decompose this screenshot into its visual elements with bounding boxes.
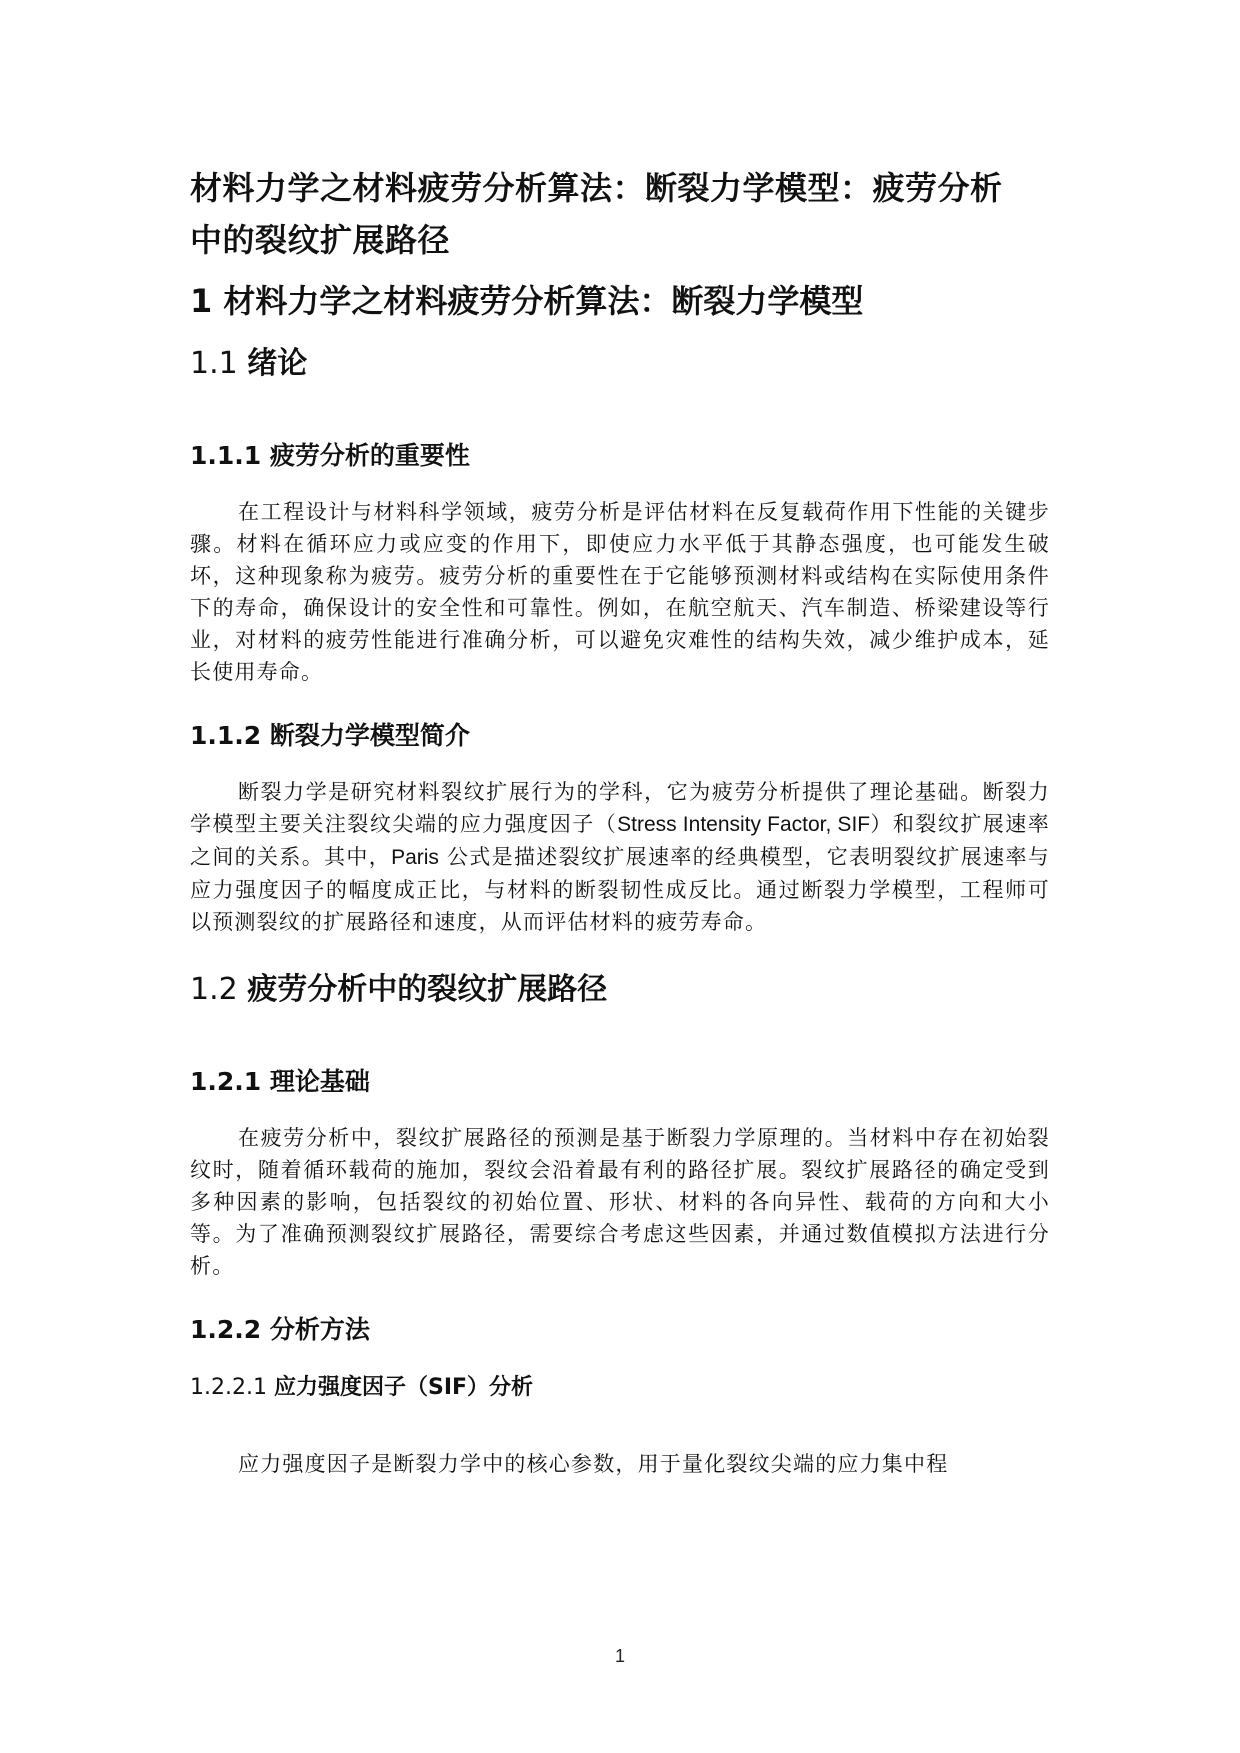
paragraph-latin-term: Stress Intensity Factor, SIF xyxy=(617,813,871,836)
section-1-1-2-paragraph xyxy=(190,776,1050,938)
section-1-2-1-paragraph: 在疲劳分析中，裂纹扩展路径的预测是基于断裂力学原理的。当材料中存在初始裂纹时，随着循环载荷的施加，裂纹会沿着最有利的路径扩展。裂纹扩展路径的确定受到多种因素的影响，包括裂纹的初始位置、形状、材料的各向异性、载荷的方向和大小等。为了准确预测裂纹扩展路径，需要综合考虑这些因素，并通过数值模拟方法进行分析。 xyxy=(190,1126,1050,1278)
paragraph-segment: 公式是描述裂纹扩展速率的经典模型，它表明裂纹扩展速率与应力强度因子的幅度成正比，与材料的断裂韧性成反比。通过断裂力学模型，工程师可以预测裂纹的扩展路径和速度，从而评估材料的疲劳寿命。 xyxy=(190,845,1050,934)
section-1-text: 材料力学之材料疲劳分析算法：断裂力学模型 xyxy=(223,282,864,320)
section-1-1-1-heading: 1.1.1 疲劳分析的重要性 xyxy=(190,441,470,470)
section-1-2-2-1-paragraph: 应力强度因子是断裂力学中的核心参数，用于量化裂纹尖端的应力集中程 xyxy=(238,1452,949,1476)
section-1-1-number: 1.1 xyxy=(190,346,238,381)
paragraph-latin-term: Paris xyxy=(391,846,439,869)
section-1-2-number: 1.2 xyxy=(190,972,238,1007)
section-1-1-1-paragraph: 在工程设计与材料科学领域，疲劳分析是评估材料在反复载荷作用下性能的关键步骤。材料在循环应力或应变的作用下，即使应力水平低于其静态强度，也可能发生破坏，这种现象称为疲劳。疲劳分析的重要性在于它能够预测材料或结构在实际使用条件下的寿命，确保设计的安全性和可靠性。例如，在航空航天、汽车制造、桥梁建设等行业，对材料的疲劳性能进行准确分析，可以避免灾难性的结构失效，减少维护成本，延长使用寿命。 xyxy=(190,500,1050,684)
document-content xyxy=(190,162,1050,1508)
section-1-number: 1 xyxy=(190,282,213,320)
section-1-2-2-1-text: 应力强度因子（SIF）分析 xyxy=(273,1375,534,1400)
document-title-line-2: 中的裂纹扩展路径 xyxy=(190,221,451,259)
section-1-2-2-heading: 1.2.2 分析方法 xyxy=(190,1315,370,1344)
section-1-2-heading xyxy=(190,966,1050,1014)
section-1-1-2-heading: 1.1.2 断裂力学模型简介 xyxy=(190,721,470,750)
section-1-1-heading xyxy=(190,340,1050,388)
section-1-1-text: 绪论 xyxy=(247,346,308,381)
page-number: 1 xyxy=(614,1646,625,1666)
document-title-line-1: 材料力学之材料疲劳分析算法：断裂力学模型：疲劳分析 xyxy=(190,169,1003,207)
section-1-heading xyxy=(190,276,1050,326)
paragraph-segment: 断裂力学是研究材料裂纹扩展行为的学科，它为疲劳分析提供了理论基础。断裂力学模型主要关注裂纹尖端的应力强度因子（ xyxy=(190,780,1050,836)
document-title xyxy=(190,162,1050,266)
section-1-2-2-1-number: 1.2.2.1 xyxy=(190,1375,267,1400)
section-1-2-text: 疲劳分析中的裂纹扩展路径 xyxy=(247,972,608,1007)
paragraph-segment: ）和裂纹扩展速率之间的关系。其中， xyxy=(190,812,1050,869)
section-1-2-2-1-heading xyxy=(190,1370,1050,1406)
section-1-2-1-heading: 1.2.1 理论基础 xyxy=(190,1067,370,1096)
